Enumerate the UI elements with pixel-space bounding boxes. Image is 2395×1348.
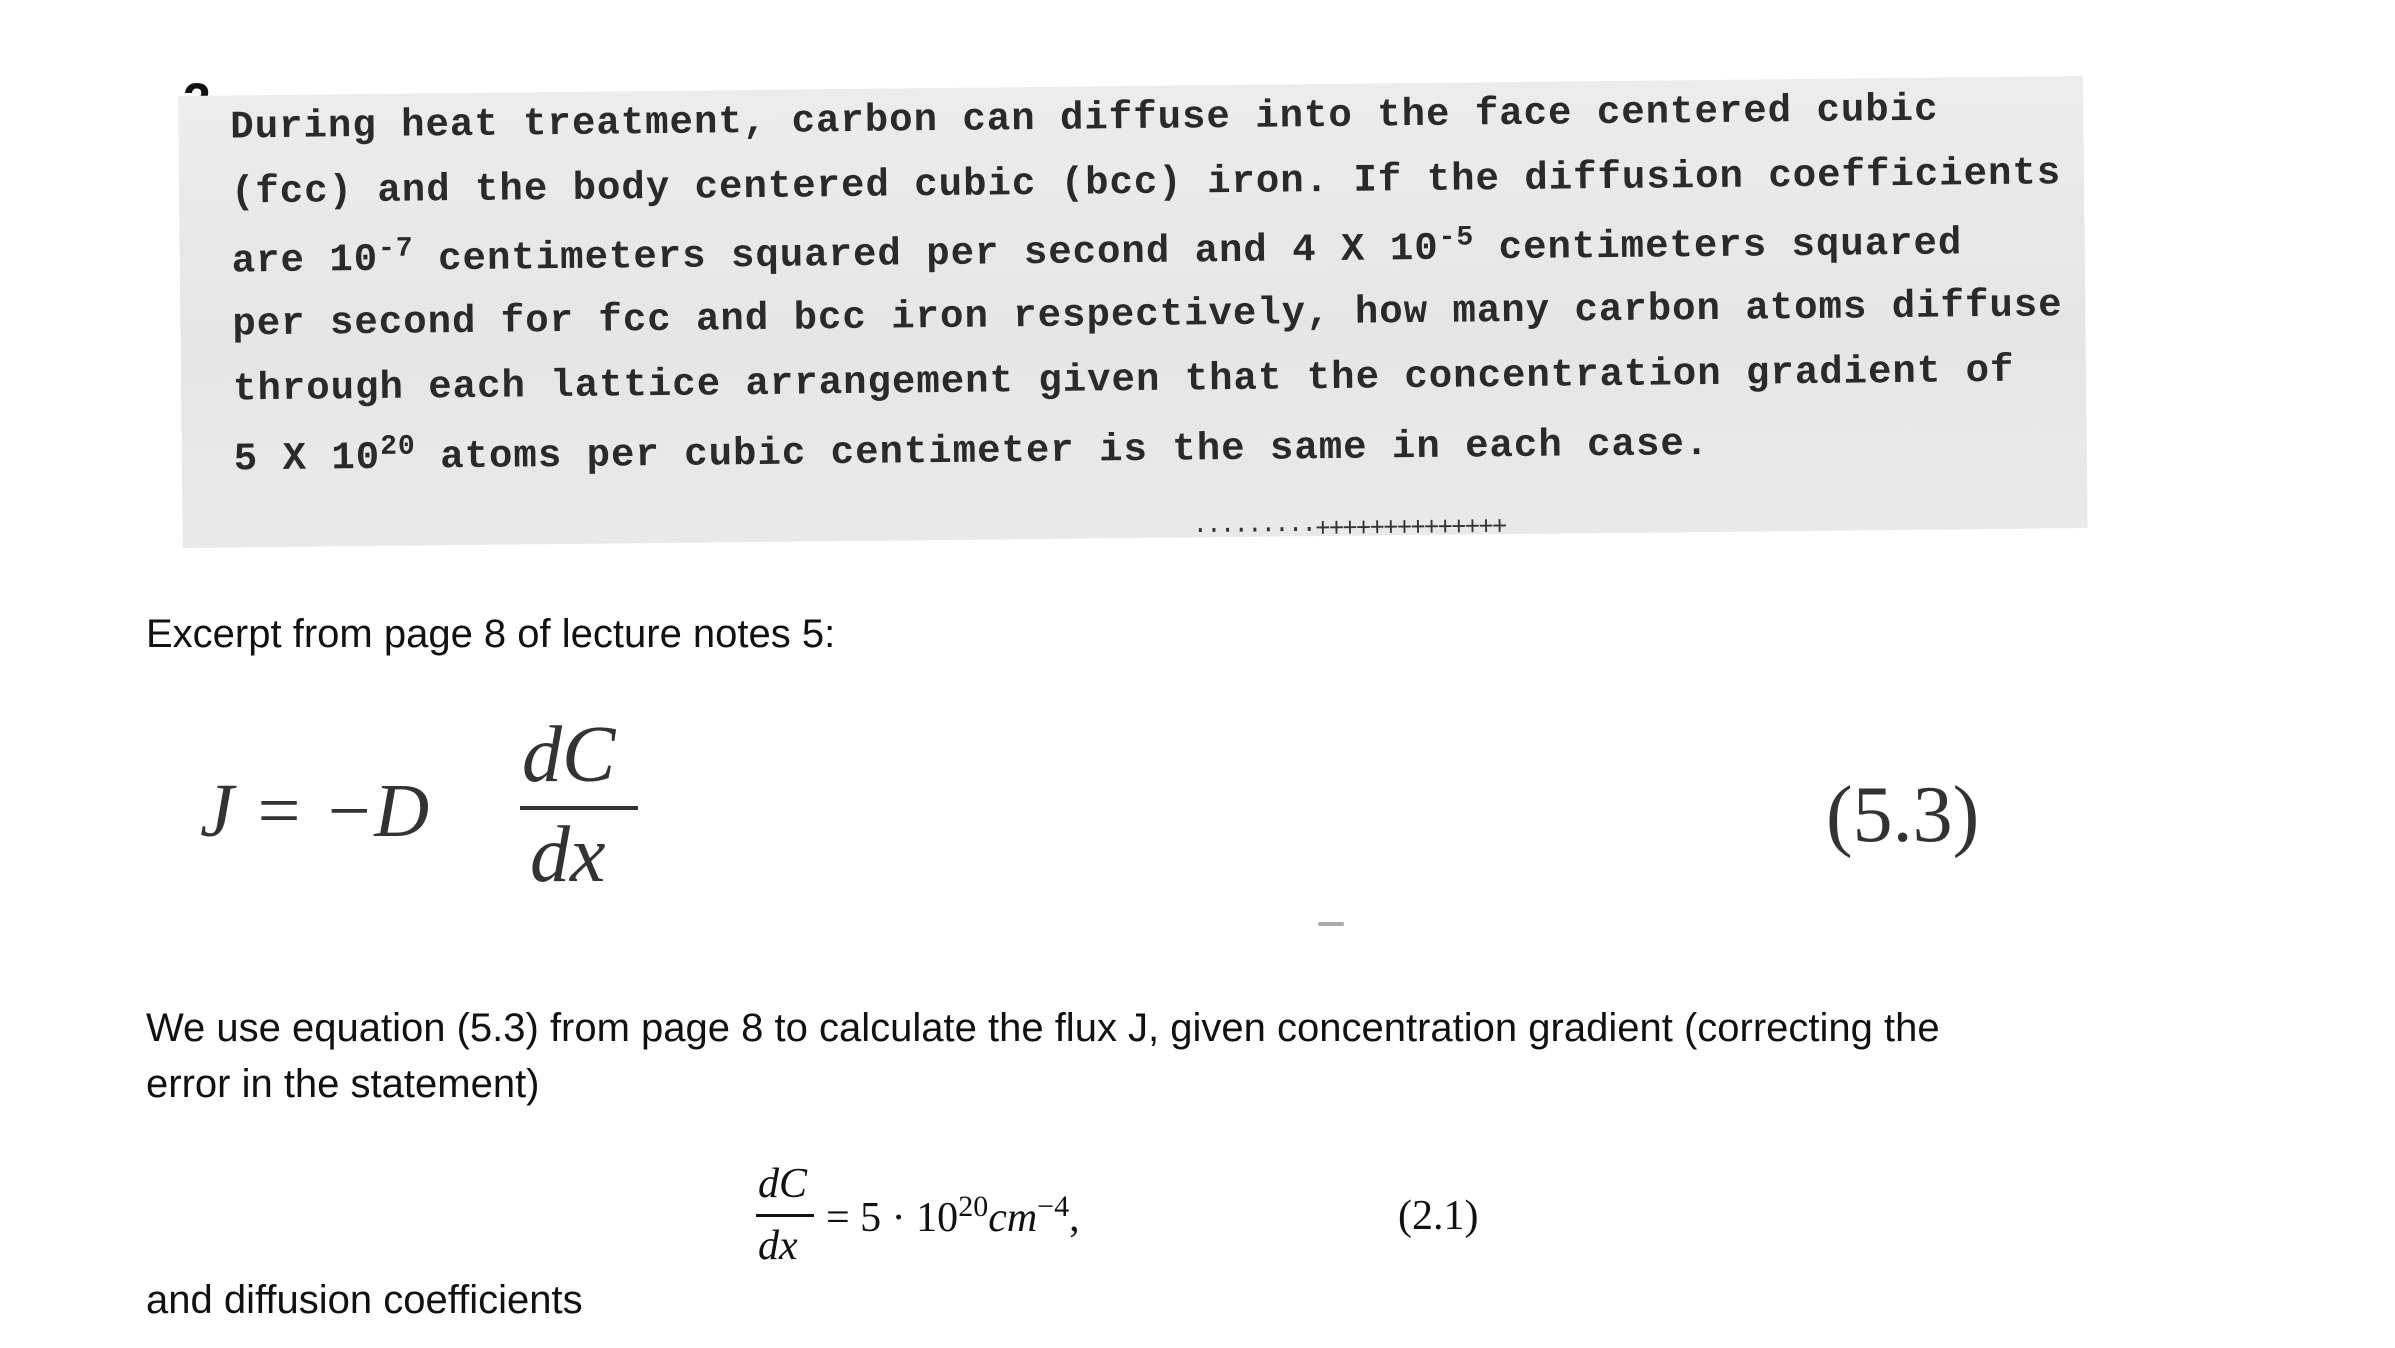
explanation-line-2: error in the statement) bbox=[146, 1062, 540, 1106]
eq53-numerator: dC bbox=[522, 711, 616, 799]
eq21-rhs: = $5 \cdot 10^{20}cm^{-4}$, bbox=[826, 1190, 1080, 1241]
scan-line-2: (fcc) and the body centered cubic (bcc) iron. If the diffusion coefficients bbox=[230, 151, 2062, 215]
scan-line-4: per second for fcc and bcc iron respectively, how many carbon atoms diffuse bbox=[232, 283, 2063, 347]
scanned-problem-image bbox=[178, 76, 2088, 548]
eq53-number: (5.3) bbox=[1826, 771, 1980, 859]
scan-line-5: through each lattice arrangement given that the concentration gradient of bbox=[232, 348, 2015, 412]
scan-trailing-marks: ·········++++++++++++++ bbox=[1192, 512, 1506, 546]
eq21-numerator: dC bbox=[758, 1161, 808, 1207]
eq21-denominator: dx bbox=[758, 1223, 798, 1269]
eq21-number: (2.1) bbox=[1398, 1193, 1479, 1239]
footer-text: and diffusion coefficients bbox=[146, 1278, 583, 1322]
scan-smudge bbox=[1318, 922, 1344, 926]
scan-line-3: are $10^{-7}$ centimeters squared per second and 4 X $10^{-5}$ centimeters squared bbox=[231, 221, 1963, 284]
eq53-lhs: J = −D bbox=[200, 769, 430, 853]
scan-line-1: During heat treatment, carbon can diffuse into the face centered cubic bbox=[230, 87, 1939, 150]
equation-5-3 bbox=[200, 710, 660, 900]
eq53-denominator: dx bbox=[530, 811, 606, 899]
explanation-line-1: We use equation (5.3) from page 8 to calculate the flux J, given concentration gradient (correcting the bbox=[146, 1006, 1940, 1050]
scan-line-6: 5 X $10^{20}$ atoms per cubic centimeter is the same in each case. bbox=[233, 421, 1710, 482]
excerpt-heading: Excerpt from page 8 of lecture notes 5: bbox=[146, 612, 836, 656]
equation-2-1 bbox=[750, 1160, 1200, 1290]
eq21-fraction-bar bbox=[756, 1214, 814, 1217]
